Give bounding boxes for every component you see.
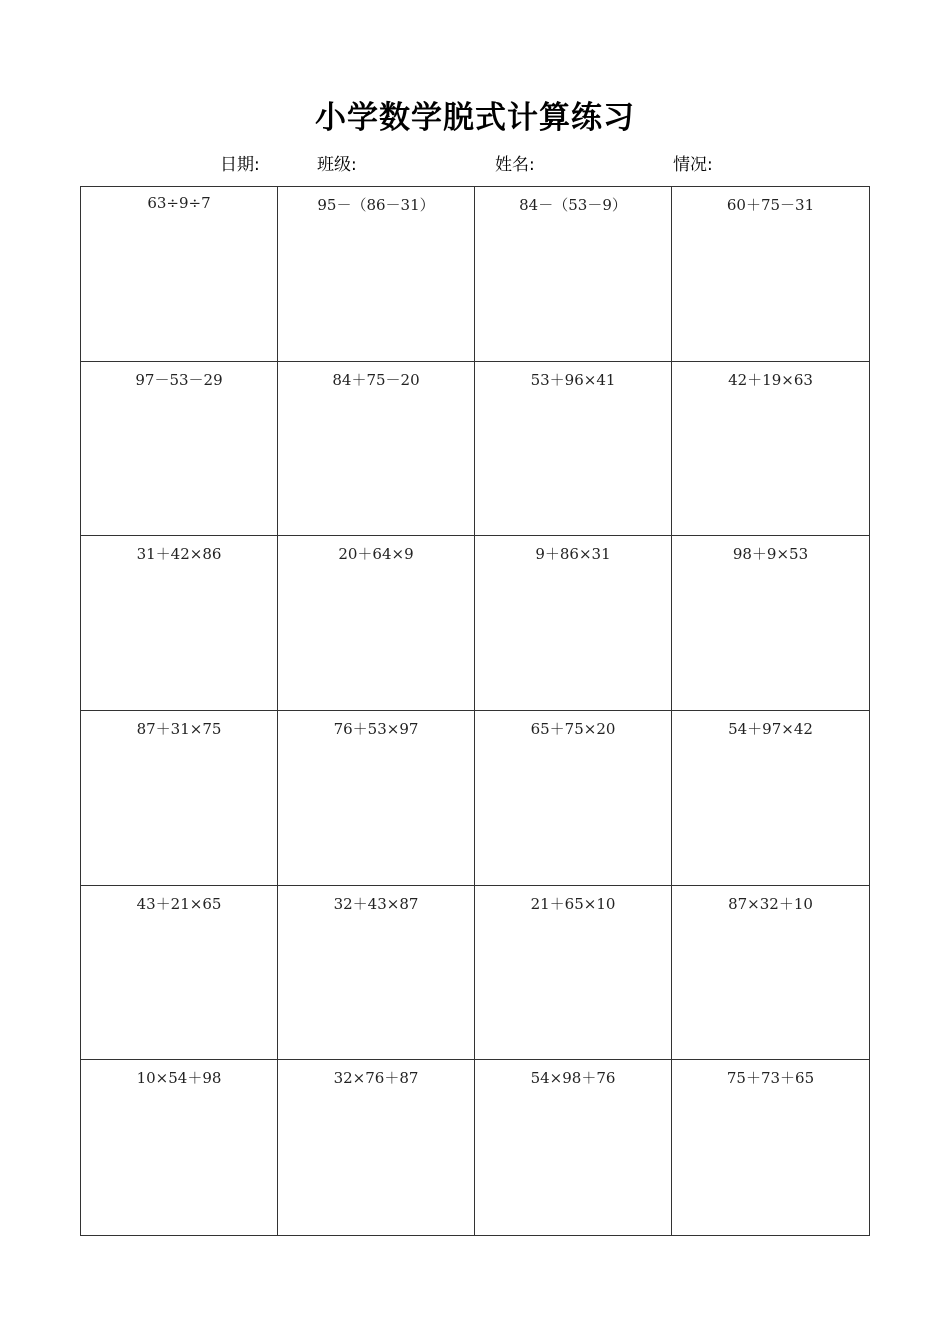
problem-cell[interactable]: [475, 187, 672, 362]
problem-cell[interactable]: [672, 711, 869, 886]
problem-cell[interactable]: [672, 886, 869, 1061]
problem-cell[interactable]: [81, 711, 278, 886]
problem-expression: 9＋86×31: [535, 545, 611, 564]
problem-cell[interactable]: [672, 1060, 869, 1235]
class-label: 班级:: [317, 155, 357, 175]
problem-cell[interactable]: [278, 886, 475, 1061]
problem-cell[interactable]: [278, 362, 475, 537]
problem-cell[interactable]: [81, 886, 278, 1061]
problem-cell[interactable]: [672, 362, 869, 537]
problem-expression: 87＋31×75: [136, 720, 222, 738]
problem-expression: 43＋21×65: [136, 894, 222, 913]
problem-expression: 53＋96×41: [530, 370, 616, 389]
problem-grid: [80, 186, 870, 1236]
name-label: 姓名:: [495, 155, 535, 175]
problem-cell[interactable]: [475, 536, 672, 711]
problem-expression: 87×32＋10: [728, 894, 813, 913]
problem-expression: 31＋42×86: [136, 545, 222, 564]
problem-cell[interactable]: [81, 362, 278, 537]
problem-cell[interactable]: [475, 362, 672, 537]
problem-expression: 63÷9÷7: [147, 194, 211, 212]
problem-expression: 97－53－29: [135, 370, 223, 389]
problem-cell[interactable]: [475, 1060, 672, 1235]
problem-cell[interactable]: [672, 536, 869, 711]
problem-cell[interactable]: [278, 536, 475, 711]
problem-expression: 21＋65×10: [530, 894, 616, 913]
problem-cell[interactable]: [475, 886, 672, 1061]
problem-expression: 10×54＋98: [136, 1069, 222, 1088]
problem-cell[interactable]: [475, 711, 672, 886]
problem-cell[interactable]: [278, 711, 475, 886]
problem-expression: 84－（53－9）: [519, 196, 627, 214]
status-label: 情况:: [673, 155, 713, 175]
info-row: [0, 150, 950, 176]
problem-expression: 20＋64×9: [338, 545, 414, 564]
problem-expression: 76＋53×97: [333, 720, 419, 738]
problem-expression: 32×76＋87: [333, 1069, 419, 1088]
problem-cell[interactable]: [81, 187, 278, 362]
problem-expression: 84＋75－20: [332, 370, 420, 389]
page-title: 小学数学脱式计算练习: [315, 100, 635, 136]
problem-cell[interactable]: [278, 1060, 475, 1235]
problem-cell[interactable]: [81, 536, 278, 711]
problem-expression: 75＋73＋65: [726, 1069, 815, 1088]
date-label: 日期:: [220, 155, 260, 175]
problem-cell[interactable]: [81, 1060, 278, 1235]
problem-expression: 98＋9×53: [732, 545, 809, 564]
problem-cell[interactable]: [278, 187, 475, 362]
problem-expression: 32＋43×87: [333, 894, 419, 913]
problem-expression: 42＋19×63: [728, 370, 813, 389]
problem-expression: 54×98＋76: [530, 1069, 616, 1088]
problem-expression: 65＋75×20: [530, 720, 616, 738]
problem-cell[interactable]: [672, 187, 869, 362]
problem-expression: 54＋97×42: [728, 720, 813, 738]
problem-expression: 60＋75－31: [726, 196, 815, 214]
problem-expression: 95－（86－31）: [317, 196, 435, 214]
